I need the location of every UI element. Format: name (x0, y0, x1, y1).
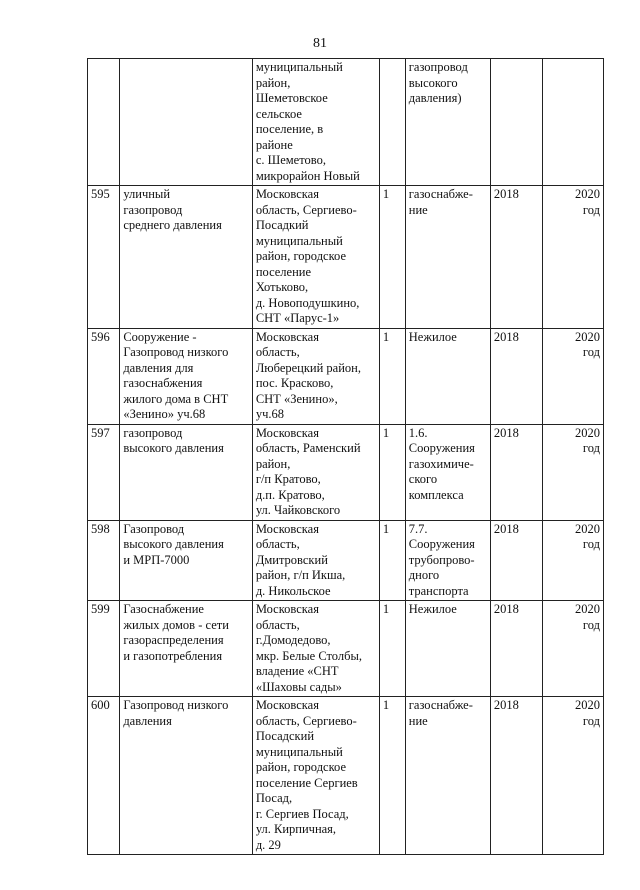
table-row (88, 424, 604, 520)
object-name-cell (120, 697, 253, 855)
object-purpose-cell (405, 59, 490, 186)
object-location-cell (252, 186, 379, 329)
object-due-date-cell (542, 697, 603, 855)
object-purpose: Нежилое (408, 329, 457, 344)
object-due-date-cell (542, 601, 603, 697)
object-year-cell (490, 328, 542, 424)
object-purpose: 1.6. Сооружения газохимиче- ского комплекса (408, 425, 475, 502)
row-number: 597 (91, 425, 110, 440)
object-purpose-cell (405, 520, 490, 601)
object-quantity-cell (379, 59, 405, 186)
object-name: газопровод высокого давления (123, 425, 224, 455)
object-name-cell (120, 59, 253, 186)
row-number-cell (88, 186, 120, 329)
object-purpose: газопровод высокого давления) (408, 60, 468, 105)
object-due-date: 2020 год (575, 521, 600, 551)
object-year: 2018 (493, 521, 519, 536)
object-due-date: 2020 год (575, 602, 600, 632)
object-name-cell (120, 186, 253, 329)
object-location: Московская область, Люберецкий район, пос. Красково, СНТ «Зенино», уч.68 (255, 329, 361, 421)
object-location: Московская область, Раменский район, г/п Кратово, д.п. Кратово, ул. Чайковского (255, 425, 361, 517)
object-year-cell (490, 59, 542, 186)
row-number-cell (88, 59, 120, 186)
object-name-cell (120, 328, 253, 424)
object-quantity: 1 (382, 602, 390, 616)
object-name-cell (120, 601, 253, 697)
object-due-date-cell (542, 424, 603, 520)
object-name-cell (120, 520, 253, 601)
object-quantity: 1 (382, 425, 390, 440)
row-number-cell (88, 424, 120, 520)
object-due-date: 2020 год (575, 425, 600, 455)
table-row (88, 328, 604, 424)
page-number: 81 (313, 36, 327, 51)
object-location-cell (252, 59, 379, 186)
object-name-cell (120, 424, 253, 520)
object-quantity-cell (379, 186, 405, 329)
object-year-cell (490, 424, 542, 520)
row-number-cell (88, 697, 120, 855)
row-number-cell (88, 520, 120, 601)
object-location-cell (252, 601, 379, 697)
table-row (88, 601, 604, 697)
row-number: 595 (91, 187, 110, 201)
object-name: уличный газопровод среднего давления (123, 187, 222, 232)
object-quantity: 1 (382, 698, 390, 712)
object-due-date-cell (542, 328, 603, 424)
row-number-cell (88, 328, 120, 424)
object-quantity-cell (379, 424, 405, 520)
object-quantity-cell (379, 520, 405, 601)
object-year: 2018 (493, 425, 519, 440)
row-number: 599 (91, 602, 110, 616)
object-year: 2018 (493, 187, 519, 201)
object-quantity: 1 (382, 329, 390, 344)
object-year: 2018 (493, 329, 519, 344)
object-year-cell (490, 601, 542, 697)
object-purpose-cell (405, 186, 490, 329)
object-due-date: 2020 год (575, 329, 600, 359)
object-due-date-cell (542, 186, 603, 329)
object-purpose-cell (405, 328, 490, 424)
row-number: 598 (91, 521, 110, 536)
object-name: Газоснабжение жилых домов - сети газораспределения и газопотребления (123, 602, 229, 663)
object-purpose: 7.7. Сооружения трубопрово- дного транспорта (408, 521, 475, 598)
object-name: Сооружение - Газопровод низкого давления для газоснабжения жилого дома в СНТ «Зенино» уч.68 (123, 329, 229, 421)
object-name: Газопровод низкого давления (123, 698, 229, 728)
object-year-cell (490, 697, 542, 855)
object-purpose: газоснабже- ние (408, 187, 473, 217)
object-location-cell (252, 424, 379, 520)
object-name: Газопровод высокого давления и МРП-7000 (123, 521, 224, 567)
object-purpose: Нежилое (408, 602, 457, 616)
object-quantity-cell (379, 328, 405, 424)
objects-table (87, 58, 604, 855)
object-year-cell (490, 186, 542, 329)
object-location: Московская область, Сергиево- Посадский муниципальный район, городское поселение Сергиев Посад, г. Сергиев Посад, ул. Кирпичная, д. 29 (255, 698, 358, 852)
object-quantity-cell (379, 697, 405, 855)
row-number-cell (88, 601, 120, 697)
table-row (88, 186, 604, 329)
object-purpose-cell (405, 601, 490, 697)
object-due-date: 2020 год (575, 698, 600, 728)
object-location-cell (252, 328, 379, 424)
object-location-cell (252, 520, 379, 601)
object-due-date: 2020 год (575, 187, 600, 217)
object-due-date-cell (542, 520, 603, 601)
object-location: муниципальный район, Шеметовское сельское поселение, в районе с. Шеметово, микрорайон Новый (255, 60, 360, 183)
object-purpose-cell (405, 697, 490, 855)
object-quantity: 1 (382, 521, 390, 536)
object-due-date-cell (542, 59, 603, 186)
object-purpose: газоснабже- ние (408, 698, 473, 728)
object-location: Московская область, Дмитровский район, г/п Икша, д. Никольское (255, 521, 346, 598)
object-location-cell (252, 697, 379, 855)
object-quantity: 1 (382, 187, 390, 201)
table-row (88, 697, 604, 855)
object-year: 2018 (493, 602, 519, 616)
row-number: 600 (91, 698, 110, 712)
object-location: Московская область, Сергиево- Посадкий муниципальный район, городское поселение Хотьково, д. Новоподушкино, СНТ «Парус-1» (255, 187, 360, 325)
object-year-cell (490, 520, 542, 601)
object-quantity-cell (379, 601, 405, 697)
row-number: 596 (91, 329, 110, 344)
table-row (88, 59, 604, 186)
object-purpose-cell (405, 424, 490, 520)
object-year: 2018 (493, 698, 519, 712)
table-row (88, 520, 604, 601)
object-location: Московская область, г.Домодедово, мкр. Белые Столбы, владение «СНТ «Шаховы сады» (255, 602, 363, 694)
